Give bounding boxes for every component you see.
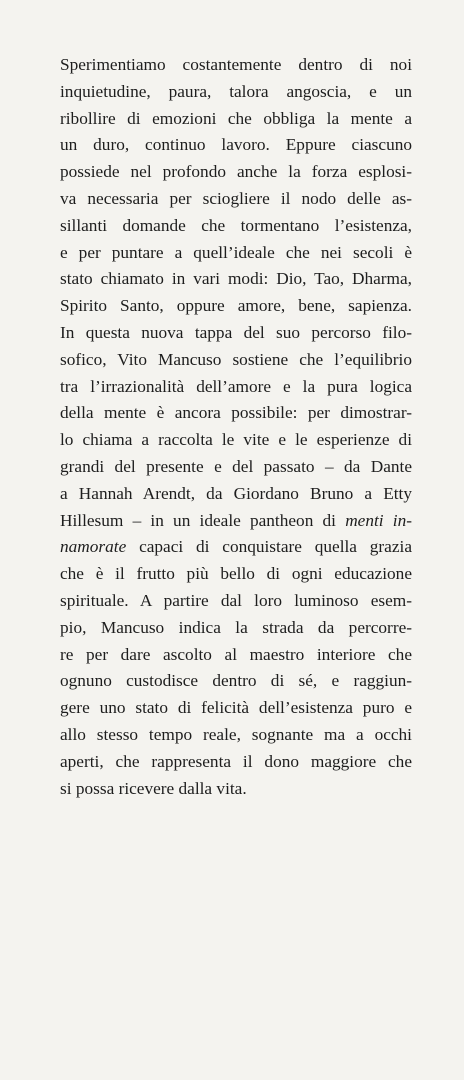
text-line: inquietudine, paura, talora angoscia, e un (60, 81, 412, 101)
text-line: In questa nuova tappa del suo percorso filo- (60, 322, 412, 342)
text-segment: capaci di conquistare quella grazia (139, 537, 412, 557)
text-line: re per dare ascolto al maestro interiore che (60, 644, 412, 664)
text-line: Spirito Santo, oppure amore, bene, sapienza. (60, 296, 412, 316)
text-line: ribollire di emozioni che obbliga la mente a (60, 108, 412, 128)
text-line-with-italic (60, 534, 412, 561)
italic-title-segment: menti in- (345, 510, 412, 530)
text-line: e per puntare a quell’ideale che nei secoli è (60, 242, 412, 262)
text-line: della mente è ancora possibile: per dimostrar- (60, 403, 412, 423)
text-line: che è il frutto più bello di ogni educazione (60, 564, 412, 584)
text-line: pio, Mancuso indica la strada da percorre- (60, 617, 412, 637)
text-line: sillanti domande che tormentano l’esistenza, (60, 215, 412, 235)
text-line: ognuno custodisce dentro di sé, e raggiun- (60, 671, 412, 691)
text-line: possiede nel profondo anche la forza esplosi- (60, 162, 412, 182)
text-line-last: si possa ricevere dalla vita. (60, 778, 247, 798)
text-line: tra l’irrazionalità dell’amore e la pura logica (60, 376, 412, 396)
text-line: stato chiamato in vari modi: Dio, Tao, Dharma, (60, 269, 412, 289)
text-line: allo stesso tempo reale, sognante ma a occhi (60, 724, 412, 744)
text-line: spirituale. A partire dal loro luminoso esem- (60, 590, 412, 610)
text-line: va necessaria per sciogliere il nodo delle as- (60, 188, 412, 208)
italic-title-segment: namorate (60, 537, 127, 557)
text-line: grandi del presente e del passato – da Dante (60, 456, 412, 476)
text-line: aperti, che rappresenta il dono maggiore che (60, 751, 412, 771)
text-line: a Hannah Arendt, da Giordano Bruno a Etty (60, 483, 412, 503)
text-line: Sperimentiamo costantemente dentro di noi (60, 55, 412, 74)
book-blurb-paragraph (60, 52, 412, 802)
text-line: lo chiama a raccolta le vite e le esperienze di (60, 430, 412, 450)
text-line: un duro, continuo lavoro. Eppure ciascuno (60, 135, 412, 155)
text-line-with-italic (60, 508, 412, 535)
text-line: sofico, Vito Mancuso sostiene che l’equilibrio (60, 349, 412, 369)
text-line: gere uno stato di felicità dell’esistenza puro e (60, 698, 412, 718)
text-segment: Hillesum – in un ideale pantheon di (60, 510, 336, 530)
